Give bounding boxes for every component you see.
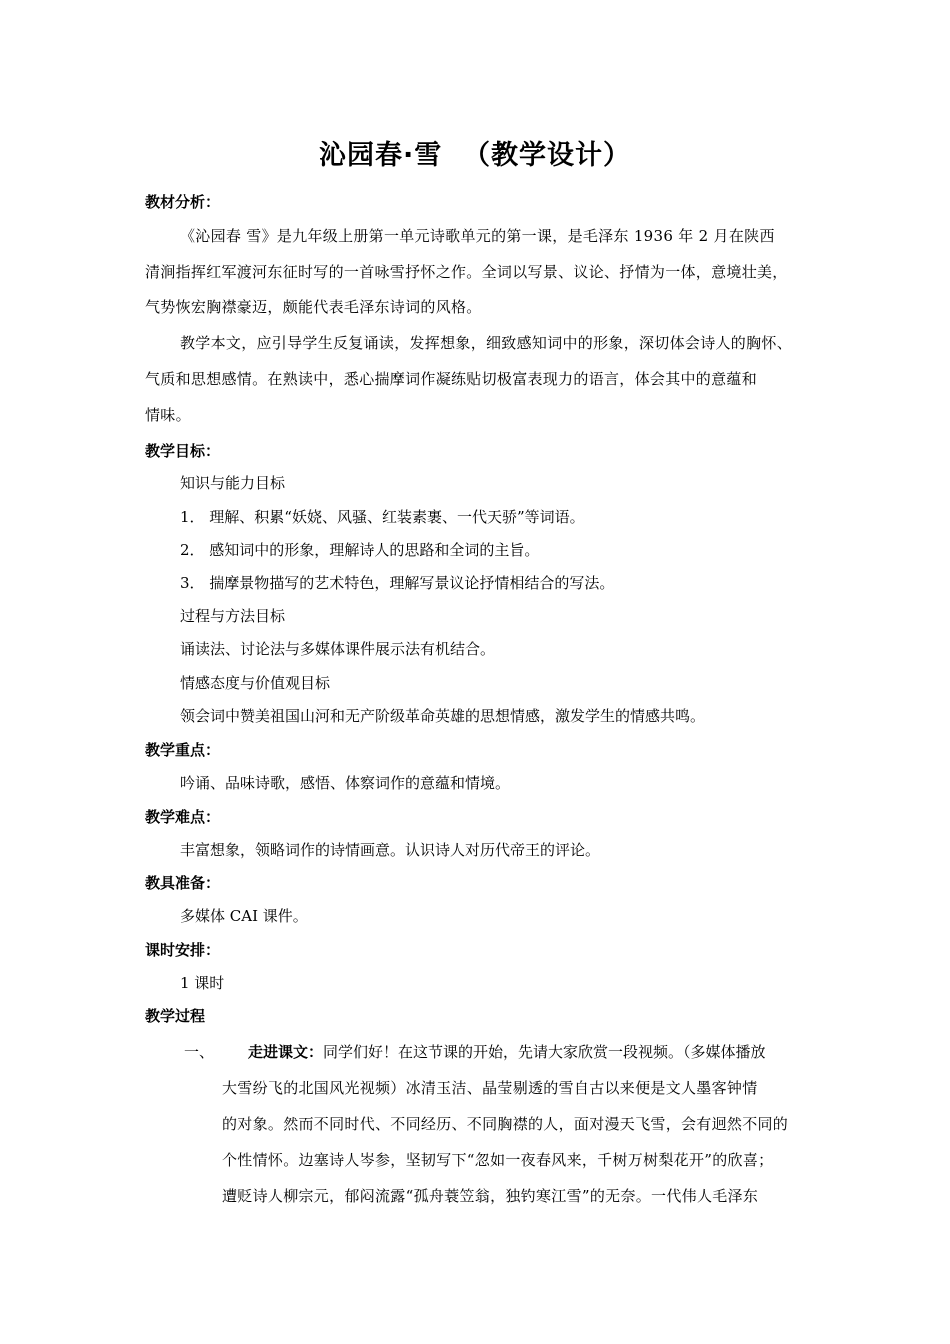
analysis-p2-line2: 气质和思想感情。在熟读中，悉心揣摩词作凝练贴切极富表现力的语言，体会其中的意蕴和 [145, 370, 758, 388]
document-title: 沁园春·雪 （教学设计） [318, 140, 632, 171]
analysis-p1-line3: 气势恢宏胸襟豪迈，颇能代表毛泽东诗词的风格。 [145, 298, 482, 316]
goals-heading: 教学目标： [145, 442, 221, 460]
goals-process-title: 过程与方法目标 [180, 607, 286, 625]
process-heading: 教学过程 [145, 1007, 206, 1025]
goals-emotion-title: 情感态度与价值观目标 [180, 674, 331, 692]
key-heading: 教学重点： [145, 741, 221, 759]
process-step1-first-line [184, 1042, 766, 1062]
goals-emotion-text: 领会词中赞美祖国山河和无产阶级革命英雄的思想情感，激发学生的情感共鸣。 [180, 707, 706, 725]
process-step1-line5: 遭贬诗人柳宗元，郁闷流露“孤舟蓑笠翁，独钓寒江雪”的无奈。一代伟人毛泽东 [222, 1187, 759, 1205]
difficulty-heading: 教学难点： [145, 808, 221, 826]
tools-text: 多媒体 CAI 课件。 [180, 907, 308, 925]
analysis-p1-line2: 清涧指挥红军渡河东征时写的一首咏雪抒怀之作。全词以写景、议论、抒情为一体，意境壮美， [145, 263, 788, 281]
goals-knowledge-title: 知识与能力目标 [180, 474, 286, 492]
key-text: 吟诵、品味诗歌，感悟、体察词作的意蕴和情境。 [180, 774, 511, 792]
schedule-text: 1 课时 [180, 974, 225, 992]
tools-heading: 教具准备： [145, 874, 221, 892]
difficulty-text: 丰富想象，领略词作的诗情画意。认识诗人对历代帝王的评论。 [180, 841, 601, 859]
process-step1-first-text: 同学们好！在这节课的开始，先请大家欣赏一段视频。（多媒体播放 [323, 1043, 766, 1061]
process-step1-line3: 的对象。然而不同时代、不同经历、不同胸襟的人，面对漫天飞雪，会有迥然不同的 [222, 1115, 789, 1133]
analysis-p2-line3: 情味。 [145, 406, 191, 424]
schedule-heading: 课时安排： [145, 941, 221, 959]
process-step1-line2: 大雪纷飞的北国风光视频）冰清玉洁、晶莹剔透的雪自古以来便是文人墨客钟情 [222, 1079, 758, 1097]
goals-item-1: 1． 理解、积累“妖娆、风骚、红装素裹、一代天骄”等词语。 [180, 508, 585, 526]
process-step1-line4: 个性情怀。边塞诗人岑参，坚韧写下“忽如一夜春风来，千树万树梨花开”的欣喜； [222, 1151, 774, 1169]
goals-process-text: 诵读法、讨论法与多媒体课件展示法有机结合。 [180, 640, 496, 658]
process-step1-number: 一、 [184, 1043, 215, 1061]
goals-item-3: 3． 揣摩景物描写的艺术特色，理解写景议论抒情相结合的写法。 [180, 574, 615, 592]
analysis-heading: 教材分析： [145, 193, 221, 211]
goals-item-2: 2． 感知词中的形象，理解诗人的思路和全词的主旨。 [180, 541, 540, 559]
analysis-p2-line1: 教学本文，应引导学生反复诵读，发挥想象，细致感知词中的形象，深切体会诗人的胸怀、 [180, 334, 793, 352]
process-step1-label: 走进课文： [248, 1043, 324, 1061]
analysis-p1-line1: 《沁园春 雪》是九年级上册第一单元诗歌单元的第一课，是毛泽东 1936 年 2 月在陕西 [180, 227, 775, 245]
